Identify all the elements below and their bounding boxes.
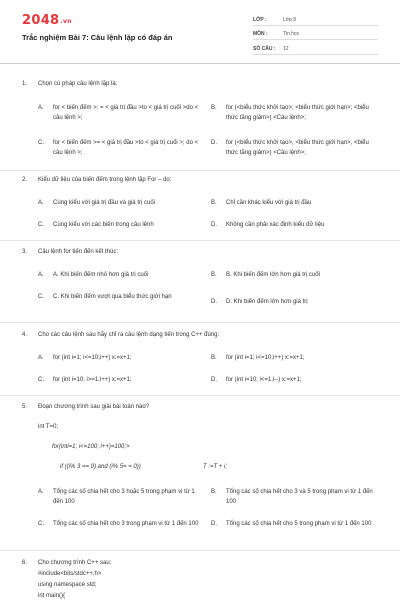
- option-text: Tổng các số chia hết cho 3 trong phạm vi từ 1 đến 100: [53, 521, 199, 527]
- option-text: for (int i=1; i<=10;i++) x:=x+1;: [226, 355, 305, 361]
- code-line: if ((i% 3 == 0) and (i% 5= = 0)): [60, 464, 141, 470]
- option-text: Tổng các số chia hết cho 3 và 5 trong phạm vi từ 1 đến 100: [226, 489, 373, 505]
- question-stem: Cho chương trình C++ sau:: [38, 560, 112, 566]
- option-text: B. Khi biến đếm lớn hơn giá trị cuối: [226, 272, 320, 278]
- section-divider: [0, 550, 400, 551]
- option-letter: C.: [38, 521, 44, 527]
- option-letter: B.: [211, 489, 217, 495]
- site-logo[interactable]: [22, 13, 72, 28]
- code-line: for(inti=1; i<=100; i++)=100;>: [52, 444, 130, 450]
- logo-main: 2048: [22, 13, 60, 28]
- question-stem: Kiểu dữ liệu của biến đếm trong lệnh lặp For – do:: [38, 177, 172, 183]
- code-line: #include<bits/stdc++.h>: [38, 571, 102, 577]
- option-text: for (<biểu thức khởi tạo>; <biểu thức giới hạn>; <biểu thức tăng giảm>) <Câu lệnh>;: [226, 105, 369, 121]
- option-letter: D.: [211, 299, 217, 305]
- option-letter: D.: [211, 222, 217, 228]
- meta-divider: [253, 39, 378, 40]
- option-letter: A.: [38, 200, 44, 206]
- code-line: int T=0;: [38, 424, 59, 430]
- option-text: Tổng các số chia hết cho 5 trong phạm vi từ 1 đến 100: [226, 521, 372, 527]
- question-number: 6.: [22, 560, 28, 566]
- option-text: for (int i=10; i>=1;i++) x:=x+1;: [53, 377, 132, 383]
- question-stem: Cho các câu lệnh sau hãy chỉ ra câu lệnh dạng tiến trong C++ đúng:: [38, 332, 220, 338]
- meta-value: Lớp 8: [283, 17, 297, 23]
- option-letter: B.: [211, 355, 217, 361]
- option-letter: A.: [38, 105, 44, 111]
- option-text: Không cần phải xác định kiểu dữ liệu: [226, 222, 325, 228]
- code-line: int main(){: [38, 593, 66, 599]
- question-number: 3.: [22, 249, 28, 255]
- meta-key: MÔN :: [253, 31, 268, 37]
- option-letter: C.: [38, 140, 44, 146]
- option-letter: D.: [211, 140, 217, 146]
- option-letter: A.: [38, 355, 44, 361]
- option-text: for (<biểu thức khởi tạo>, <biểu thức giới hạn>, <biểu thức tăng giảm>) <Câu lệnh>;: [226, 140, 369, 156]
- meta-divider: [253, 54, 378, 55]
- logo-suffix: .vn: [60, 18, 72, 25]
- question-number: 4.: [22, 332, 28, 338]
- option-letter: C.: [38, 222, 44, 228]
- question-number: 5.: [22, 404, 28, 410]
- question-stem: Câu lệnh for tiến đến kết thúc:: [38, 249, 119, 255]
- option-letter: B.: [211, 272, 217, 278]
- option-letter: D.: [211, 377, 217, 383]
- option-letter: A.: [38, 272, 44, 278]
- meta-key: LỚP :: [253, 17, 267, 23]
- section-divider: [0, 395, 400, 396]
- question-number: 2.: [22, 177, 28, 183]
- option-text: for < biến đếm >: = < giá trị đầu >to < giá trị cuối >do < câu lệnh >;: [53, 105, 199, 121]
- document-header: [0, 0, 400, 64]
- option-letter: C.: [38, 294, 44, 300]
- section-divider: [0, 322, 400, 323]
- option-letter: D.: [211, 521, 217, 527]
- option-text: Cùng kiểu với giá trị đầu và giá trị cuối: [53, 200, 155, 206]
- option-text: for < biến đếm >= < giá trị đầu >to < giá trị cuối >; do < câu lệnh >;: [53, 140, 199, 156]
- code-line: using namespace std;: [38, 582, 97, 588]
- question-stem: Đoạn chương trình sau giải bài toán nào?: [38, 404, 150, 410]
- meta-key: SỐ CÂU :: [253, 46, 276, 52]
- meta-value: 12: [283, 46, 289, 52]
- option-text: Tổng các số chia hết cho 3 hoặc 5 trong phạm vi từ 1 đến 100: [53, 489, 195, 505]
- option-text: Chỉ cần khác kiểu với giá trị đầu: [226, 200, 312, 206]
- section-divider: [0, 170, 400, 171]
- option-letter: B.: [211, 200, 217, 206]
- option-text: for (int i=1; i<=10;i++) x:=x+1;: [53, 355, 132, 361]
- question-number: 1.: [22, 81, 28, 87]
- option-text: A. Khi biến đếm nhỏ hơn giá trị cuối: [53, 272, 149, 278]
- option-text: for (int i=10; i<=1;i--) x:=x+1;: [226, 377, 302, 383]
- question-stem: Chọn cú pháp câu lệnh lặp là:: [38, 81, 118, 87]
- section-divider: [0, 240, 400, 241]
- page-title: Trắc nghiệm Bài 7: Câu lệnh lặp có đáp án: [22, 33, 173, 42]
- meta-value: Tin học: [283, 31, 300, 37]
- meta-divider: [253, 25, 378, 26]
- option-letter: A.: [38, 489, 44, 495]
- option-letter: B.: [211, 105, 217, 111]
- code-line: T :=T + i;: [203, 464, 228, 470]
- option-text: D. Khi biến đếm lớn hơn giá trị: [226, 299, 308, 305]
- option-text: Cùng kiểu với các biến trong câu lệnh: [53, 222, 154, 228]
- option-letter: C.: [38, 377, 44, 383]
- option-text: C. Khi biến đếm vượt qua biểu thức giới hạn: [53, 294, 172, 300]
